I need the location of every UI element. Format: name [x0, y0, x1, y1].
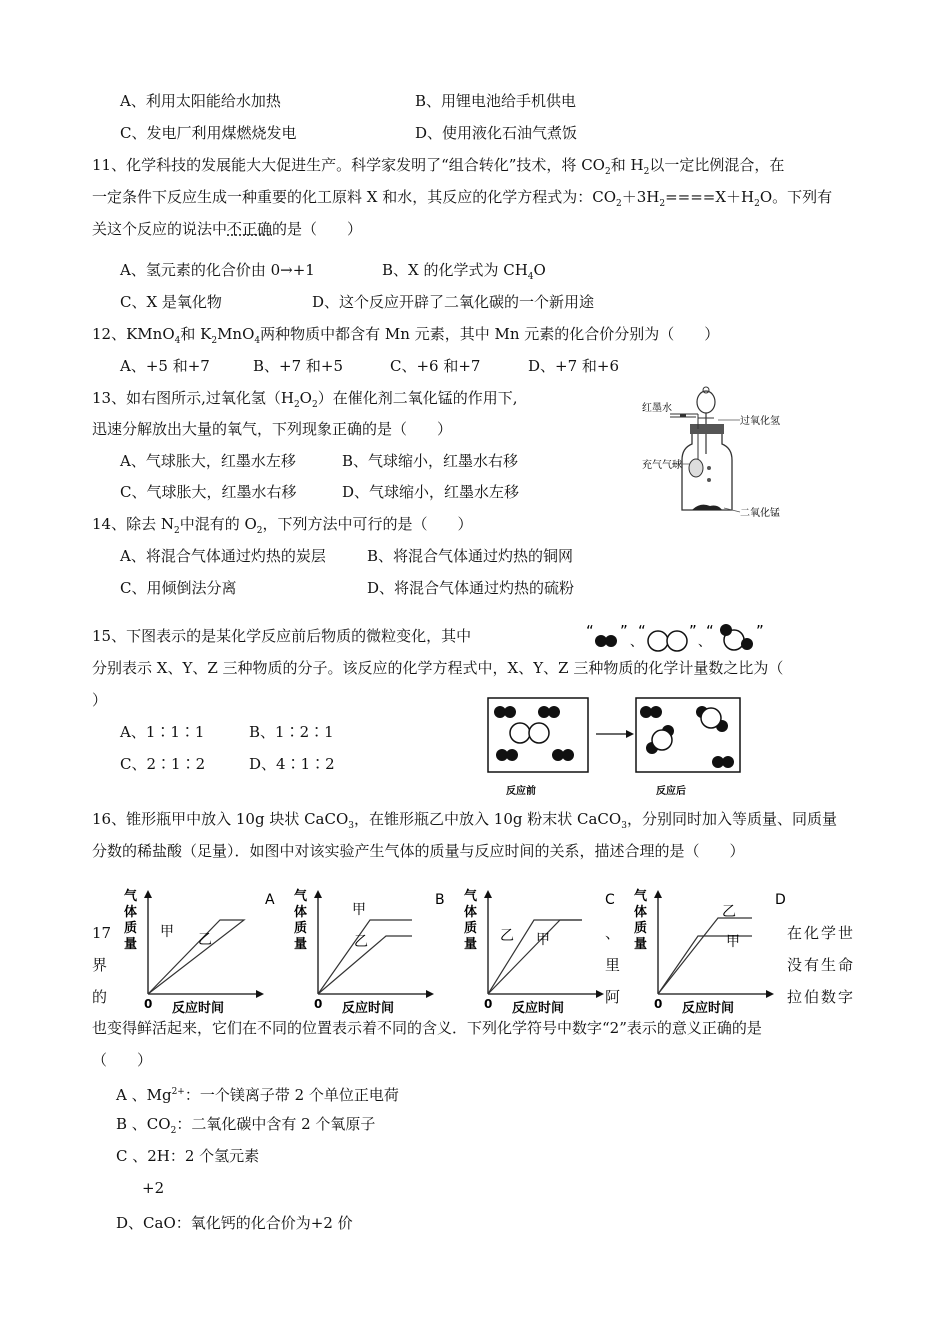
q11-stem-line1: 11、化学科技的发展能大大促进生产。科学家发明了“组合转化”技术，将 $CO_2$和 $H_2$以一定比例混合，在: [92, 156, 785, 177]
svg-text:“: “: [706, 622, 714, 640]
svg-text:”: ”: [689, 622, 697, 640]
q10-option-a: A、利用太阳能给水加热: [120, 92, 281, 110]
q12-stem: 12、KMnO$_4$和 $K_2MnO_4$两种物质中都含有 Mn 元素，其中 Mn 元素的化合价分别为（ ）: [92, 325, 720, 346]
curve-label: 乙: [500, 928, 514, 944]
q15-reaction-figure: [486, 696, 746, 801]
y-axis-label: 量: [294, 937, 308, 952]
y-arrow-icon: [144, 890, 152, 898]
svg-text:“: “: [586, 622, 594, 640]
graph-C: [464, 888, 615, 1016]
emphasis-dots: 不正确: [227, 220, 273, 238]
q17-option-c: C 、2H：2 个氢元素: [116, 1147, 260, 1165]
x-axis-label: 反应时间: [512, 1001, 565, 1016]
x-arrow-icon: [596, 990, 604, 998]
label-red-ink: 红墨水: [642, 403, 672, 414]
svg-text:“: “: [638, 622, 646, 640]
origin-label: 0: [654, 997, 663, 1011]
q17-fragment-jie: 界: [92, 956, 108, 974]
svg-text:”: ”: [620, 622, 628, 640]
q11-stem-line2: 一定条件下反应生成一种重要的化工原料 X 和水，其反应的化学方程式为：$CO_2+3H_2====X+H_2O$。下列有: [92, 188, 833, 209]
q13-option-d: D、气球缩小，红墨水左移: [342, 483, 520, 501]
graph-option-label: A: [265, 892, 275, 908]
graph-option-label: C: [605, 892, 615, 908]
x-arrow-icon: [766, 990, 774, 998]
y-arrow-icon: [654, 890, 662, 898]
q10-option-b: B、用锂电池给手机供电: [415, 92, 577, 110]
q15-stem-line1: 15、下图表示的是某化学反应前后物质的微粒变化，其中: [92, 627, 472, 645]
y-arrow-icon: [314, 890, 322, 898]
q17-option-a: A 、$Mg^{2+}$：一个镁离子带 2 个单位正电荷: [116, 1086, 399, 1104]
q16-stem-line2: 分数的稀盐酸（足量）．如图中对该实验产生气体的质量与反应时间的关系，描述合理的是（ ）: [92, 842, 745, 860]
curve-label: 甲: [352, 902, 366, 918]
q17-fragment-a: 阿: [605, 988, 621, 1006]
y-axis-label: 量: [634, 937, 648, 952]
y-axis-label: 气: [464, 889, 478, 904]
curve-label: 乙: [722, 904, 736, 920]
curve-label: 甲: [726, 934, 740, 950]
q11-option-c: C、X 是氧化物: [120, 293, 222, 311]
q15-stem-line3: ）: [92, 691, 108, 709]
x-arrow-icon: [426, 990, 434, 998]
molecule-y-icon: [648, 631, 687, 651]
q17-fragment-r1: 在化学世: [787, 924, 856, 942]
q13-stem-line1: 13、如右图所示,过氧化氢$(H_2O_2)$在催化剂二氧化锰的作用下,: [92, 389, 518, 410]
curve-label: 乙: [198, 932, 212, 948]
curve-label: 乙: [354, 934, 368, 950]
q15-option-d: D、4∶1∶2: [249, 755, 335, 773]
q17-fragment-de: 的: [92, 988, 108, 1006]
curve-label: 甲: [160, 924, 174, 940]
q15-option-b: B、1∶2∶1: [249, 723, 334, 741]
x-arrow-icon: [256, 990, 264, 998]
x-axis-label: 反应时间: [682, 1001, 735, 1016]
y-axis-label: 气: [634, 889, 648, 904]
y-axis-label: 气: [124, 889, 138, 904]
q14-option-d: D、将混合气体通过灼热的硫粉: [367, 579, 575, 597]
q16-stem-line1: 16、锥形瓶甲中放入 10g 块状 CaCO$_3$，在锥形瓶乙中放入 10g 粉末状 CaCO$_3$，分别同时加入等质量、同质量: [92, 810, 837, 831]
q13-stem-line2: 迅速分解放出大量的氧气，下列现象正确的是（ ）: [92, 420, 453, 438]
q17-fragment-dun: 、: [605, 924, 621, 942]
graph-option-label: D: [775, 892, 786, 908]
label-mno2: 二氧化锰: [740, 508, 780, 519]
y-axis-label: 气: [294, 889, 308, 904]
q13-apparatus-figure: [640, 384, 790, 524]
q12-option-b: B、+7 和+5: [253, 357, 344, 375]
q12-option-a: A、+5 和+7: [120, 357, 210, 375]
q17-option-d-valence: +2: [142, 1179, 165, 1197]
q12-option-d: D、+7 和+6: [528, 357, 620, 375]
molecule-z-icon: [720, 624, 753, 650]
q15-stem-line2: 分别表示 X、Y、Z 三种物质的分子。该反应的化学方程式中，X、Y、Z 三种物质的化学计量数之比为（: [92, 659, 784, 677]
x-axis-label: 反应时间: [172, 1001, 225, 1016]
x-axis-label: 反应时间: [342, 1001, 395, 1016]
q11-option-a: A、氢元素的化合价由 0→+1: [120, 261, 315, 279]
q15-option-a: A、1∶1∶1: [120, 723, 205, 741]
graph-A: [124, 888, 275, 1016]
q16-graphs: [120, 884, 820, 1019]
label-h2o2: 过氧化氢: [740, 416, 780, 427]
q12-option-c: C、+6 和+7: [390, 357, 481, 375]
curve-line: [318, 920, 412, 994]
q15-option-c: C、2∶1∶2: [120, 755, 206, 773]
graph-option-label: B: [435, 892, 445, 908]
graph-D: [634, 888, 786, 1016]
q13-option-a: A、气球胀大，红墨水左移: [120, 452, 296, 470]
q13-option-c: C、气球胀大，红墨水右移: [120, 483, 297, 501]
y-axis-label: 体: [464, 905, 478, 920]
molecule-x-icon: [595, 635, 617, 647]
q13-option-b: B、气球缩小，红墨水右移: [342, 452, 519, 470]
y-axis-label: 量: [464, 937, 478, 952]
label-after: 反应后: [656, 786, 686, 797]
y-axis-label: 质: [634, 921, 648, 936]
label-balloon: 充气气球: [642, 460, 682, 471]
label-before: 反应前: [506, 786, 536, 797]
q14-option-c: C、用倾倒法分离: [120, 579, 237, 597]
y-axis-label: 体: [634, 905, 648, 920]
q17-option-d: D、CaO：氧化钙的化合价为+2 价: [116, 1214, 353, 1232]
y-arrow-icon: [484, 890, 492, 898]
q17-fragment-r3: 拉伯数字: [787, 988, 856, 1006]
q14-option-b: B、将混合气体通过灼热的铜网: [367, 547, 574, 565]
q17-stem-line4: 也变得鲜活起来，它们在不同的位置表示着不同的含义．下列化学符号中数字“2”表示的意义正确的是: [92, 1019, 762, 1037]
svg-text:、: 、: [698, 635, 712, 650]
q15-molecule-legend: [586, 618, 781, 658]
curve-label: 甲: [536, 932, 550, 948]
origin-label: 0: [484, 997, 493, 1011]
q17-stem-line5: （ ）: [92, 1051, 153, 1069]
y-axis-label: 量: [124, 937, 138, 952]
q17-option-b: B 、$CO_2$：二氧化碳中含有 2 个氧原子: [116, 1115, 376, 1136]
q17-fragment-li: 里: [605, 956, 621, 974]
q11-option-d: D、这个反应开辟了二氧化碳的一个新用途: [312, 293, 595, 311]
y-axis-label: 质: [294, 921, 308, 936]
y-axis-label: 质: [464, 921, 478, 936]
q10-option-d: D、使用液化石油气煮饭: [415, 124, 578, 142]
q11-stem-line3: 关这个反应的说法中不正确的是（ ）: [92, 220, 363, 238]
svg-text:、: 、: [630, 635, 644, 650]
y-axis-label: 体: [294, 905, 308, 920]
curve-line: [658, 918, 752, 994]
q14-stem: 14、除去 $N_2$中混有的 $O_2$，下列方法中可行的是（ ）: [92, 515, 473, 536]
q11-option-b: B、X 的化学式为 $CH_4O$: [382, 261, 546, 282]
y-axis-label: 体: [124, 905, 138, 920]
q17-fragment-r2: 没有生命: [787, 956, 856, 974]
origin-label: 0: [314, 997, 323, 1011]
graph-B: [294, 888, 445, 1016]
q10-option-c: C、发电厂利用煤燃烧发电: [120, 124, 297, 142]
q17-number: 17: [92, 924, 112, 942]
y-axis-label: 质: [124, 921, 138, 936]
q14-option-a: A、将混合气体通过灼热的炭层: [120, 547, 326, 565]
origin-label: 0: [144, 997, 153, 1011]
svg-text:”: ”: [756, 622, 764, 640]
